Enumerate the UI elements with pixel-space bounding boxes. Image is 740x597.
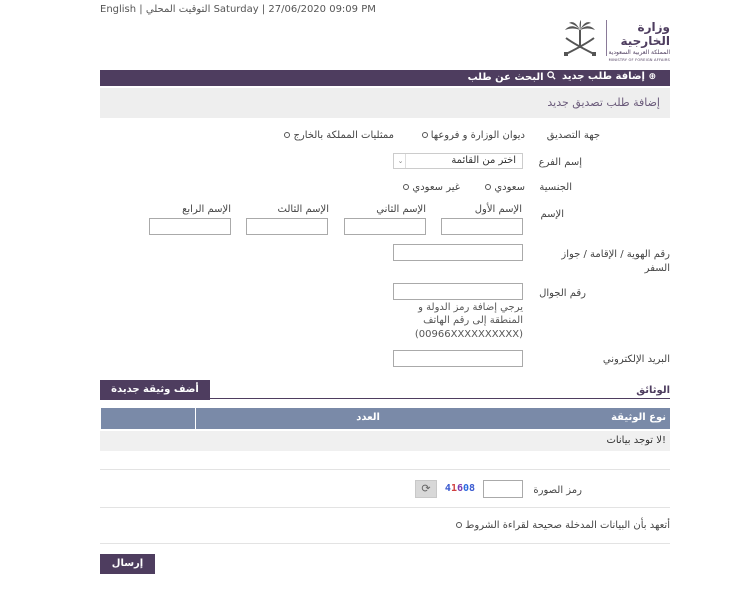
- nationality-label: الجنسية: [539, 182, 572, 193]
- captcha-widget: [415, 480, 523, 498]
- datetime-value: 27/06/2020 09:09 PM: [268, 4, 376, 15]
- authority-option-missions[interactable]: [284, 130, 394, 141]
- first-name-input[interactable]: [441, 218, 523, 235]
- divider: [100, 469, 670, 470]
- nationality-option-non-saudi[interactable]: [403, 182, 460, 193]
- mobile-hint-example: (00966XXXXXXXXXX): [414, 329, 523, 340]
- radio-button[interactable]: [403, 184, 409, 190]
- id-number-input[interactable]: [393, 244, 523, 261]
- local-time-label: التوقيت المحلي: [145, 4, 211, 15]
- page-title-bar: [100, 88, 670, 118]
- chevron-down-icon: ⌄: [396, 154, 406, 168]
- column-header-label: العدد: [356, 412, 380, 423]
- branch-select-value: اختر من القائمة: [451, 155, 516, 166]
- mobile-input[interactable]: [393, 283, 523, 300]
- captcha-char: 0: [463, 483, 470, 494]
- captcha-char: 4: [444, 483, 451, 494]
- logo-subtitle-ar: المملكة العربية السعودية: [608, 49, 670, 56]
- authority-option-ministry[interactable]: [422, 130, 526, 141]
- nav-search-request-label: البحث عن طلب: [467, 72, 544, 83]
- refresh-icon[interactable]: ⟳: [415, 480, 437, 498]
- logo-title: وزارة الخارجية: [620, 20, 670, 48]
- nav-new-request-label: إضافة طلب جديد: [561, 71, 645, 82]
- captcha-char: 8: [469, 483, 476, 494]
- top-info-bar: [100, 4, 376, 15]
- nav-search-request[interactable]: [468, 71, 556, 83]
- day-label: Saturday: [213, 4, 259, 15]
- checkbox[interactable]: [456, 522, 462, 528]
- fourth-name-input[interactable]: [149, 218, 231, 235]
- nationality-option-saudi[interactable]: [485, 182, 525, 193]
- second-name-label: الإسم الثاني: [376, 204, 426, 215]
- name-label: الإسم: [540, 209, 564, 220]
- column-header-document-type[interactable]: [384, 408, 670, 429]
- logo-text: [606, 20, 670, 63]
- radio-button[interactable]: [422, 132, 428, 138]
- captcha-image: [437, 480, 483, 498]
- captcha-label: رمز الصورة: [533, 485, 582, 496]
- search-icon: [547, 71, 556, 83]
- page-title: إضافة طلب تصديق جديد: [547, 96, 660, 109]
- email-input[interactable]: [393, 350, 523, 367]
- english-language-link[interactable]: English: [100, 4, 137, 15]
- authority-label: جهة التصديق: [546, 130, 600, 141]
- third-name-input[interactable]: [246, 218, 328, 235]
- radio-button[interactable]: [284, 132, 290, 138]
- mobile-hint: يرجي إضافة رمز الدولة و المنطقة إلى رقم الهاتف: [418, 302, 523, 326]
- ministry-logo[interactable]: [560, 18, 670, 60]
- separator: |: [139, 4, 143, 15]
- first-name-label: الإسم الأول: [474, 204, 522, 215]
- captcha-input[interactable]: [483, 480, 523, 498]
- nationality-option-non-saudi-label: غير سعودي: [412, 182, 460, 193]
- third-name-label: الإسم الثالث: [277, 204, 329, 215]
- separator: |: [261, 4, 266, 15]
- table-row: [100, 431, 670, 451]
- divider: [100, 543, 670, 544]
- radio-button[interactable]: [485, 184, 491, 190]
- add-document-button[interactable]: أضف وثيقة جديدة: [100, 380, 210, 400]
- branch-label: إسم الفرع: [538, 157, 582, 168]
- divider: [100, 507, 670, 508]
- email-label: البريد الإلكتروني: [602, 354, 670, 365]
- authority-option-missions-label: ممثليات المملكة بالخارج: [293, 130, 394, 141]
- documents-table-header: [100, 408, 670, 429]
- branch-select[interactable]: [393, 153, 523, 169]
- column-header-label: نوع الوثيقة: [611, 412, 666, 423]
- column-header-actions[interactable]: [100, 408, 195, 429]
- agreement-text: أتعهد بأن البيانات المدخلة صحيحة لقراءة الشروط: [465, 520, 670, 531]
- agreement-checkbox[interactable]: [456, 520, 670, 531]
- authority-option-ministry-label: ديوان الوزارة و فروعها: [430, 130, 525, 141]
- empty-table-message: لا توجد بيانات!: [606, 435, 666, 446]
- nav-new-request[interactable]: [562, 71, 656, 82]
- logo-subtitle-en: MINISTRY OF FOREIGN AFFAIRS: [608, 58, 670, 62]
- fourth-name-label: الإسم الرابع: [182, 204, 231, 215]
- second-name-input[interactable]: [344, 218, 426, 235]
- submit-button[interactable]: إرسال: [100, 554, 155, 574]
- nationality-option-saudi-label: سعودي: [494, 182, 525, 193]
- saudi-emblem-icon: [560, 20, 600, 58]
- documents-section-title: الوثائق: [636, 385, 670, 396]
- mobile-label: رقم الجوال: [539, 288, 586, 299]
- main-nav-bar: [100, 70, 670, 86]
- captcha-char: 6: [456, 483, 464, 494]
- id-number-label: رقم الهوية / الإقامة / جواز السفر: [561, 249, 670, 274]
- plus-circle-icon: ⊕: [648, 72, 656, 82]
- column-header-count[interactable]: [195, 408, 384, 429]
- captcha-char: 1: [450, 483, 457, 494]
